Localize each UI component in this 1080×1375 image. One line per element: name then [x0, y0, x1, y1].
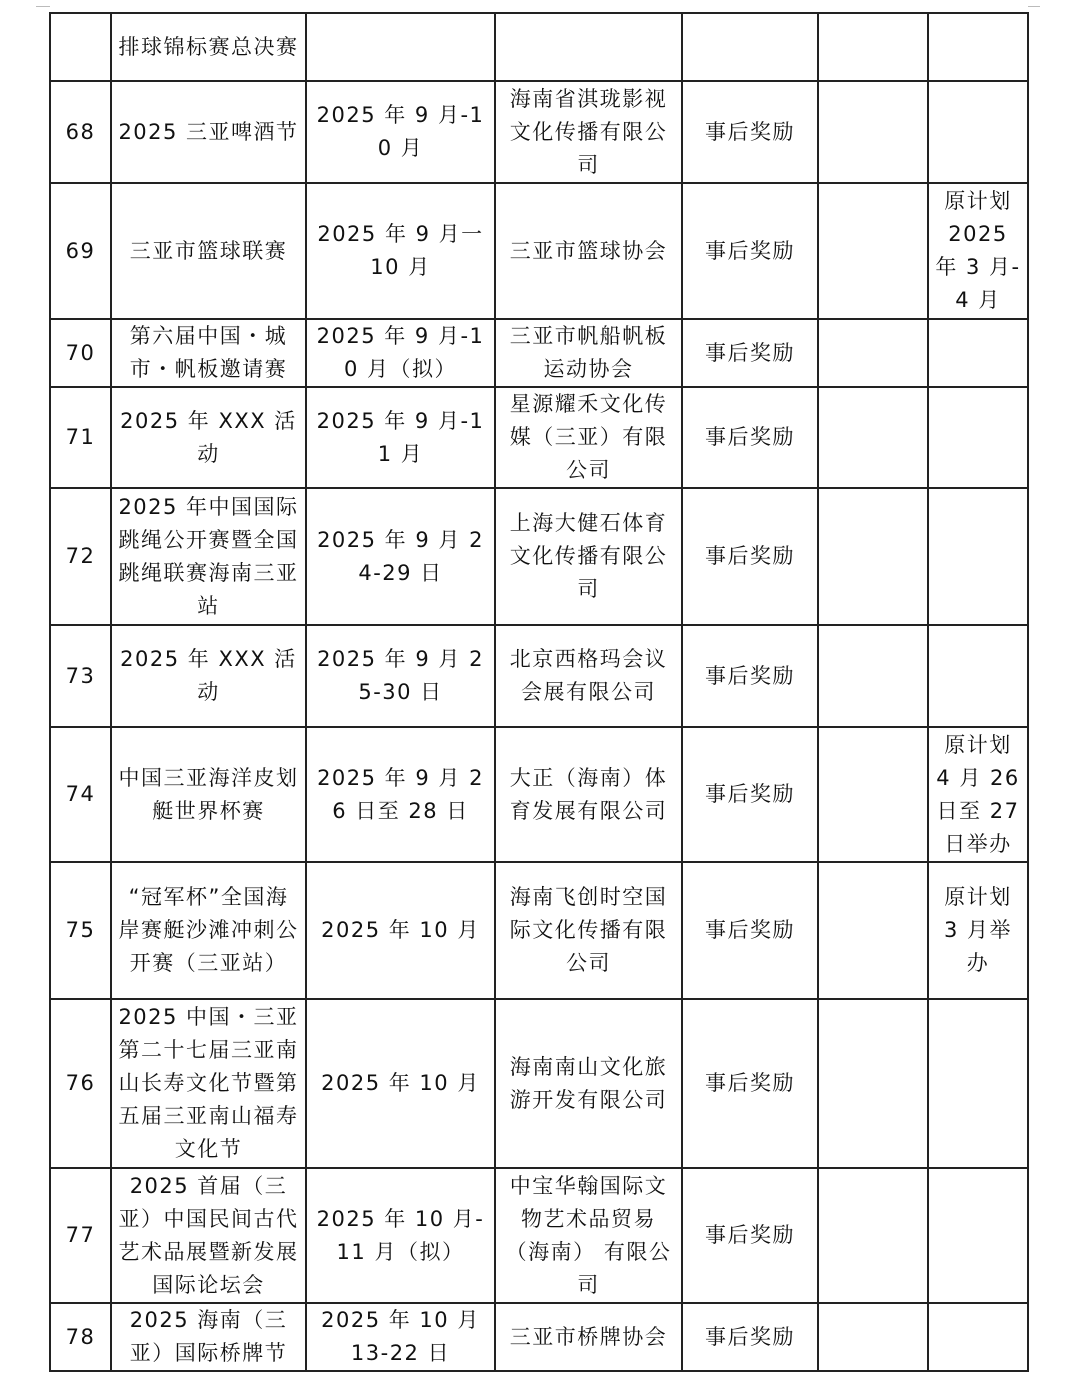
event-time: 2025 年 9 月 24-29 日: [306, 488, 495, 625]
empty-cell: [818, 183, 928, 319]
row-index: 69: [50, 183, 111, 319]
organizer: 大正（海南）体育发展有限公司: [495, 727, 682, 862]
support-method: 事后奖励: [682, 625, 818, 727]
organizer: 北京西格玛会议会展有限公司: [495, 625, 682, 727]
table-row: [50, 488, 1028, 625]
event-time: [306, 13, 495, 81]
organizer: 三亚市篮球协会: [495, 183, 682, 319]
event-name: 2025 首届（三亚）中国民间古代艺术品展暨新发展国际论坛会: [111, 1168, 306, 1303]
table-row: [50, 387, 1028, 488]
organizer: 海南南山文化旅游开发有限公司: [495, 999, 682, 1168]
empty-cell: [818, 319, 928, 387]
event-name: 2025 年 XXX 活动: [111, 387, 306, 488]
event-time: 2025 年 9 月一 10 月: [306, 183, 495, 319]
empty-cell: [818, 999, 928, 1168]
support-method: 事后奖励: [682, 862, 818, 999]
event-time: 2025 年 9 月 25-30 日: [306, 625, 495, 727]
remark: [928, 13, 1028, 81]
remark: [928, 81, 1028, 183]
event-name: 第六届中国・城市・帆板邀请赛: [111, 319, 306, 387]
organizer: 海南飞创时空国际文化传播有限公司: [495, 862, 682, 999]
row-index: 75: [50, 862, 111, 999]
table-row: [50, 862, 1028, 999]
event-time: 2025 年 9 月-10 月: [306, 81, 495, 183]
row-index: 74: [50, 727, 111, 862]
row-index: 68: [50, 81, 111, 183]
event-time: 2025 年 10 月: [306, 862, 495, 999]
crop-mark: [1028, 6, 1040, 7]
organizer: 星源耀禾文化传媒（三亚）有限公司: [495, 387, 682, 488]
support-method: 事后奖励: [682, 183, 818, 319]
row-index: 77: [50, 1168, 111, 1303]
empty-cell: [818, 13, 928, 81]
remark: 原计划 4 月 26 日至 27 日举办: [928, 727, 1028, 862]
support-method: 事后奖励: [682, 1303, 818, 1371]
table-row: [50, 1303, 1028, 1371]
support-method: 事后奖励: [682, 81, 818, 183]
organizer: 海南省淇珑影视文化传播有限公司: [495, 81, 682, 183]
support-method: 事后奖励: [682, 727, 818, 862]
event-time: 2025 年 10 月 13-22 日: [306, 1303, 495, 1371]
empty-cell: [818, 625, 928, 727]
table-row: [50, 727, 1028, 862]
event-name: “冠军杯”全国海岸赛艇沙滩冲刺公开赛（三亚站）: [111, 862, 306, 999]
event-time: 2025 年 10 月: [306, 999, 495, 1168]
event-time: 2025 年 9 月-10 月（拟）: [306, 319, 495, 387]
event-name: 2025 海南（三亚）国际桥牌节: [111, 1303, 306, 1371]
event-time: 2025 年 10 月-11 月（拟）: [306, 1168, 495, 1303]
empty-cell: [818, 387, 928, 488]
event-name: 2025 三亚啤酒节: [111, 81, 306, 183]
events-table: [49, 12, 1029, 1372]
empty-cell: [818, 727, 928, 862]
row-index: 72: [50, 488, 111, 625]
row-index: [50, 13, 111, 81]
row-index: 73: [50, 625, 111, 727]
table-row: [50, 81, 1028, 183]
remark: [928, 1303, 1028, 1371]
event-name: 2025 年 XXX 活动: [111, 625, 306, 727]
table-row: [50, 13, 1028, 81]
organizer: 三亚市帆船帆板运动协会: [495, 319, 682, 387]
remark: [928, 488, 1028, 625]
table-row: [50, 183, 1028, 319]
table-row: [50, 999, 1028, 1168]
organizer: 三亚市桥牌协会: [495, 1303, 682, 1371]
row-index: 76: [50, 999, 111, 1168]
organizer: 上海大健石体育文化传播有限公司: [495, 488, 682, 625]
table-row: [50, 1168, 1028, 1303]
remark: [928, 1168, 1028, 1303]
remark: [928, 999, 1028, 1168]
remark: 原计划 3 月举办: [928, 862, 1028, 999]
remark: [928, 387, 1028, 488]
event-name: 中国三亚海洋皮划艇世界杯赛: [111, 727, 306, 862]
support-method: 事后奖励: [682, 488, 818, 625]
support-method: 事后奖励: [682, 1168, 818, 1303]
empty-cell: [818, 81, 928, 183]
support-method: 事后奖励: [682, 319, 818, 387]
remark: 原计划 2025 年 3 月-4 月: [928, 183, 1028, 319]
empty-cell: [818, 1303, 928, 1371]
remark: [928, 625, 1028, 727]
row-index: 71: [50, 387, 111, 488]
event-name: 2025 中国・三亚第二十七届三亚南山长寿文化节暨第五届三亚南山福寿文化节: [111, 999, 306, 1168]
event-name: 排球锦标赛总决赛: [111, 13, 306, 81]
row-index: 78: [50, 1303, 111, 1371]
empty-cell: [818, 862, 928, 999]
support-method: 事后奖励: [682, 999, 818, 1168]
empty-cell: [818, 488, 928, 625]
table-row: [50, 625, 1028, 727]
remark: [928, 319, 1028, 387]
organizer: [495, 13, 682, 81]
support-method: [682, 13, 818, 81]
event-time: 2025 年 9 月 26 日至 28 日: [306, 727, 495, 862]
organizer: 中宝华翰国际文物艺术品贸易（海南） 有限公司: [495, 1168, 682, 1303]
crop-mark: [36, 6, 50, 7]
table-row: [50, 319, 1028, 387]
event-name: 2025 年中国国际跳绳公开赛暨全国跳绳联赛海南三亚站: [111, 488, 306, 625]
event-name: 三亚市篮球联赛: [111, 183, 306, 319]
support-method: 事后奖励: [682, 387, 818, 488]
row-index: 70: [50, 319, 111, 387]
empty-cell: [818, 1168, 928, 1303]
event-time: 2025 年 9 月-11 月: [306, 387, 495, 488]
